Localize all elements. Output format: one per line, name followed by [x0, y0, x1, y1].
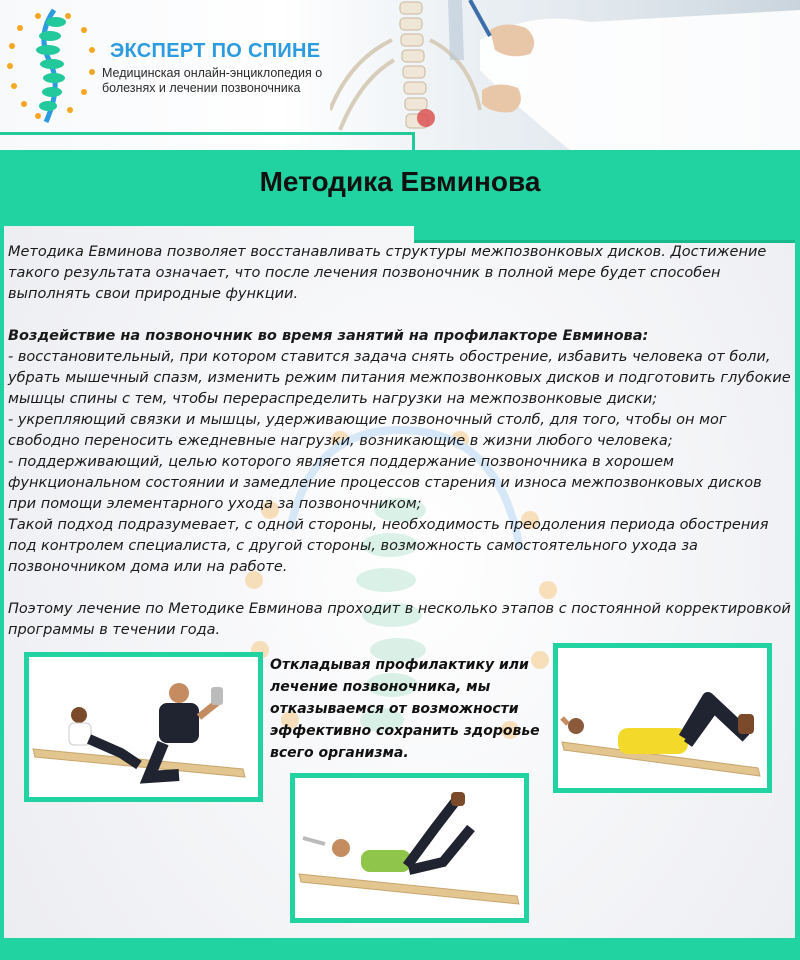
frame-side-left	[0, 226, 4, 938]
bottom-band	[0, 938, 800, 960]
spine-logo-icon[interactable]	[6, 6, 98, 126]
effect-item: - поддерживающий, целью которого является поддержание позвоночника в хорошем функциональном состоянии и замедление процессов старения и износа межпозвонковых дисков при помощи элементарного ухода за позвоночником;	[8, 454, 762, 512]
exercise-photo-with-trainer	[24, 652, 263, 802]
effect-item: - укрепляющий связки и мышцы, удерживающие позвоночный столб, для того, чтобы он мог свободно переносить ежедневные нагрузки, возникающие в жизни любого человека;	[8, 412, 727, 449]
callout-quote: Откладывая профилактику или лечение позвоночника, мы отказываемся от возможности эффективно сохранить здоровье всего организма.	[270, 657, 540, 761]
effect-item: - восстановительный, при котором ставится задача снять обострение, избавить человека от боли, убрать мышечный спазм, изменить режим питания межпозвонковых дисков и подготовить глубокие мышцы спины с тем, чтобы перераспределить нагрузки на межпозвонковые диски;	[8, 349, 791, 407]
article-body	[8, 242, 792, 641]
title-band-notch	[414, 226, 800, 240]
brand-subtitle: Медицинская онлайн-энциклопедия о болезнях и лечении позвоночника	[102, 66, 323, 95]
conclusion-paragraph: Поэтому лечение по Методике Евминова проходит в несколько этапов с постоянной корректировкой программы в течении года.	[8, 601, 791, 638]
frame-line	[412, 132, 415, 150]
approach-paragraph: Такой подход подразумевает, с одной стороны, необходимость преодоления периода обострения под контролем специалиста, с другой стороны, возможность самостоятельного ухода за позвоночником дома или на работе.	[8, 517, 769, 575]
spine-model-illustration	[330, 0, 800, 150]
page-title: Методика Евминова	[259, 166, 541, 197]
header-banner	[0, 0, 800, 150]
intro-paragraph: Методика Евминова позволяет восстанавливать структуры межпозвонковых дисков. Достижение такого результата означает, что после лечения позвоночник в полной мере будет способен выполнять свои природные функции.	[8, 244, 767, 302]
exercise-photo-knees-bent	[553, 643, 772, 793]
effects-heading: Воздействие на позвоночник во время занятий на профилакторе Евминова:	[8, 328, 649, 344]
brand-title[interactable]: ЭКСПЕРТ ПО СПИНЕ	[110, 40, 321, 62]
frame-line	[0, 132, 414, 135]
frame-side-right	[795, 240, 800, 938]
exercise-photo-leg-raise	[290, 773, 529, 923]
